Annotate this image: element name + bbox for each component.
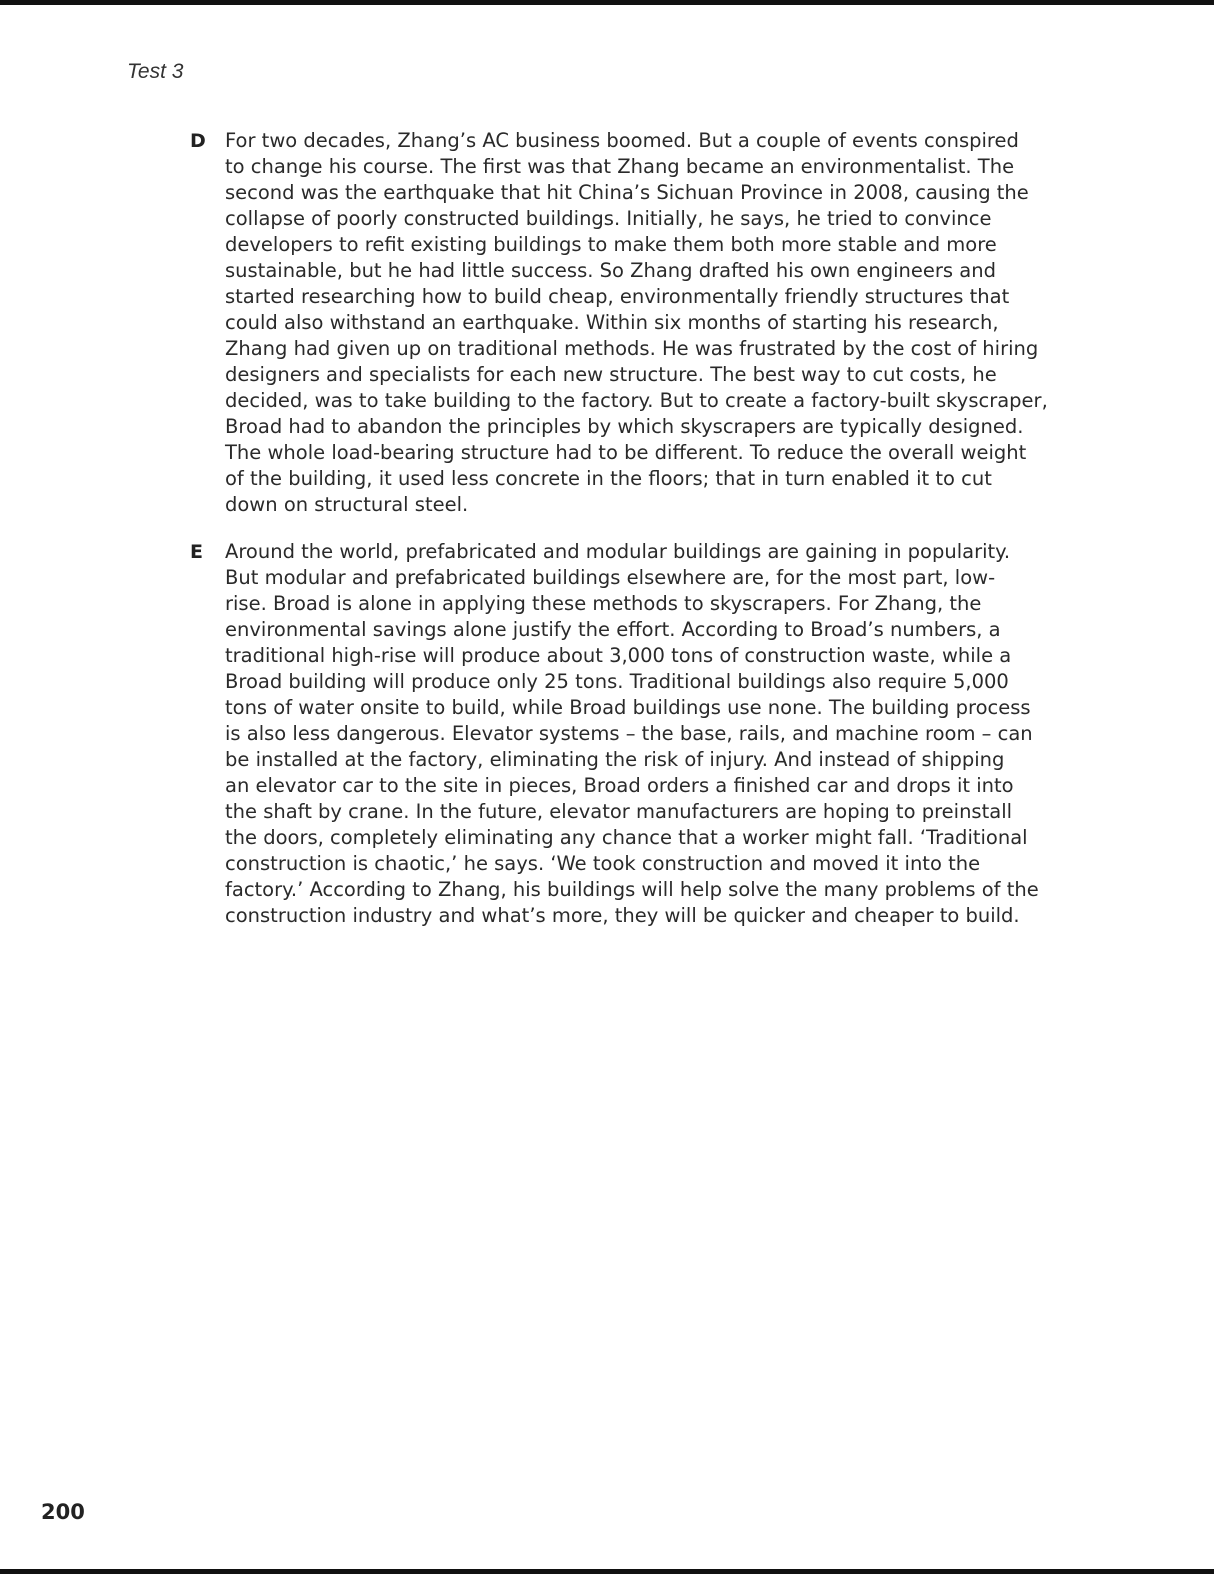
paragraph-line: could also withstand an earthquake. Within six months of starting his research, <box>225 311 999 334</box>
running-head: Test 3 <box>127 60 184 83</box>
paragraph-line: factory.’ According to Zhang, his buildings will help solve the many problems of the <box>225 878 1039 901</box>
paragraph-line: an elevator car to the site in pieces, Broad orders a finished car and drops it into <box>225 774 1014 797</box>
paragraph-line: collapse of poorly constructed buildings. Initially, he says, he tried to convince <box>225 207 992 230</box>
section-d <box>190 128 1055 520</box>
paragraph-line: to change his course. The first was that Zhang became an environmentalist. The <box>225 155 1015 178</box>
paragraph-line: construction industry and what’s more, they will be quicker and cheaper to build. <box>225 904 1020 927</box>
paragraph-line: Zhang had given up on traditional methods. He was frustrated by the cost of hiring <box>225 337 1039 360</box>
paragraph-line: developers to refit existing buildings to make them both more stable and more <box>225 233 997 256</box>
paragraph-line: the shaft by crane. In the future, elevator manufacturers are hoping to preinstall <box>225 800 1013 823</box>
paragraph-line: down on structural steel. <box>225 493 469 516</box>
paragraph-line: second was the earthquake that hit China’s Sichuan Province in 2008, causing the <box>225 181 1029 204</box>
section-letter: E <box>190 541 203 563</box>
paragraph-line: Around the world, prefabricated and modular buildings are gaining in popularity. <box>225 540 1011 563</box>
paragraph-line: For two decades, Zhang’s AC business boomed. But a couple of events conspired <box>225 129 1019 152</box>
paragraph-line: decided, was to take building to the factory. But to create a factory-built skyscraper, <box>225 389 1048 412</box>
section-letter: D <box>190 130 206 152</box>
paragraph-line: be installed at the factory, eliminating the risk of injury. And instead of shipping <box>225 748 1005 771</box>
paragraph-line: But modular and prefabricated buildings elsewhere are, for the most part, low- <box>225 566 996 589</box>
paragraph-line: tons of water onsite to build, while Broad buildings use none. The building process <box>225 696 1031 719</box>
section-e <box>190 539 1055 931</box>
paragraph-line: the doors, completely eliminating any chance that a worker might fall. ‘Traditional <box>225 826 1028 849</box>
paragraph-line: sustainable, but he had little success. So Zhang drafted his own engineers and <box>225 259 996 282</box>
bottom-border <box>0 1569 1214 1574</box>
paragraph-line: Broad had to abandon the principles by which skyscrapers are typically designed. <box>225 415 1024 438</box>
paragraph-line: of the building, it used less concrete in the floors; that in turn enabled it to cut <box>225 467 992 490</box>
top-border <box>0 0 1214 5</box>
paragraph-line: rise. Broad is alone in applying these methods to skyscrapers. For Zhang, the <box>225 592 982 615</box>
paragraph-line: started researching how to build cheap, environmentally friendly structures that <box>225 285 1010 308</box>
paragraph-line: Broad building will produce only 25 tons. Traditional buildings also require 5,000 <box>225 670 1009 693</box>
paragraph-line: environmental savings alone justify the effort. According to Broad’s numbers, a <box>225 618 1001 641</box>
paragraph-line: traditional high-rise will produce about 3,000 tons of construction waste, while a <box>225 644 1012 667</box>
paragraph-line: construction is chaotic,’ he says. ‘We took construction and moved it into the <box>225 852 981 875</box>
paragraph-line: The whole load-bearing structure had to be different. To reduce the overall weight <box>225 441 1027 464</box>
paragraph-line: designers and specialists for each new structure. The best way to cut costs, he <box>225 363 997 386</box>
page-number: 200 <box>41 1500 85 1524</box>
paragraph-line: is also less dangerous. Elevator systems – the base, rails, and machine room – can <box>225 722 1033 745</box>
